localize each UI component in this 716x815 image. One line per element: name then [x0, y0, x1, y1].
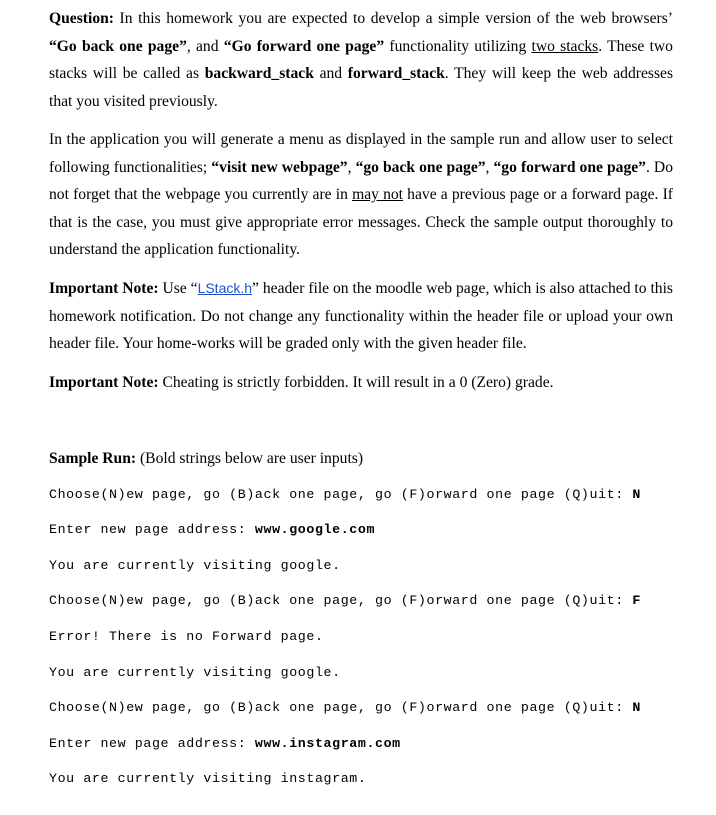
- run-line-8: Enter new page address: www.instagram.com: [49, 736, 401, 751]
- important-note-header: Important Note: Use “LStack.h” header file on the moodle web page, which is also attached to this homework notification. Do not change any functionality within the header file or upload your own header file. Your home-works will be graded only with the given header file.: [49, 280, 673, 352]
- user-input: N: [632, 487, 641, 502]
- run-line-9: You are currently visiting instagram.: [49, 771, 367, 786]
- lstack-link[interactable]: LStack.h: [197, 280, 253, 296]
- run-line-6: You are currently visiting google.: [49, 665, 341, 680]
- run-line-7: Choose(N)ew page, go (B)ack one page, go (F)orward one page (Q)uit: N: [49, 700, 641, 715]
- user-input: www.instagram.com: [254, 736, 401, 751]
- run-line-3: You are currently visiting google.: [49, 558, 341, 573]
- run-line-5: Error! There is no Forward page.: [49, 629, 324, 644]
- question-label: Question:: [49, 10, 114, 27]
- application-paragraph: In the application you will generate a menu as displayed in the sample run and allow user to select following functionalities; “visit new webpage”, “go back one page”, “go forward one page”. Do not forget that the webpage you currently are in may not have a previous page or a forward page. If that is the case, you must give appropriate error messages. Check the sample output thoroughly to understand the application functionality.: [49, 131, 673, 258]
- sample-run-heading: Sample Run: (Bold strings below are user inputs): [49, 450, 364, 467]
- run-line-4: Choose(N)ew page, go (B)ack one page, go (F)orward one page (Q)uit: F: [49, 593, 641, 608]
- run-line-2: Enter new page address: www.google.com: [49, 522, 376, 537]
- user-input: F: [632, 593, 641, 608]
- sample-run-label: Sample Run:: [49, 450, 137, 467]
- user-input: www.google.com: [254, 522, 376, 537]
- important-note-cheating: Important Note: Cheating is strictly forbidden. It will result in a 0 (Zero) grade.: [49, 374, 554, 391]
- important-note-label: Important Note:: [49, 280, 159, 297]
- question-paragraph: Question: In this homework you are expected to develop a simple version of the web browsers’ “Go back one page”, and “Go forward one page” functionality utilizing two stacks. These two stacks will be called as backward_stack and forward_stack. They will keep the web addresses that you visited previously.: [49, 10, 674, 110]
- important-note-label-2: Important Note:: [49, 374, 159, 391]
- user-input: N: [632, 700, 641, 715]
- run-line-1: Choose(N)ew page, go (B)ack one page, go (F)orward one page (Q)uit: N: [49, 487, 641, 502]
